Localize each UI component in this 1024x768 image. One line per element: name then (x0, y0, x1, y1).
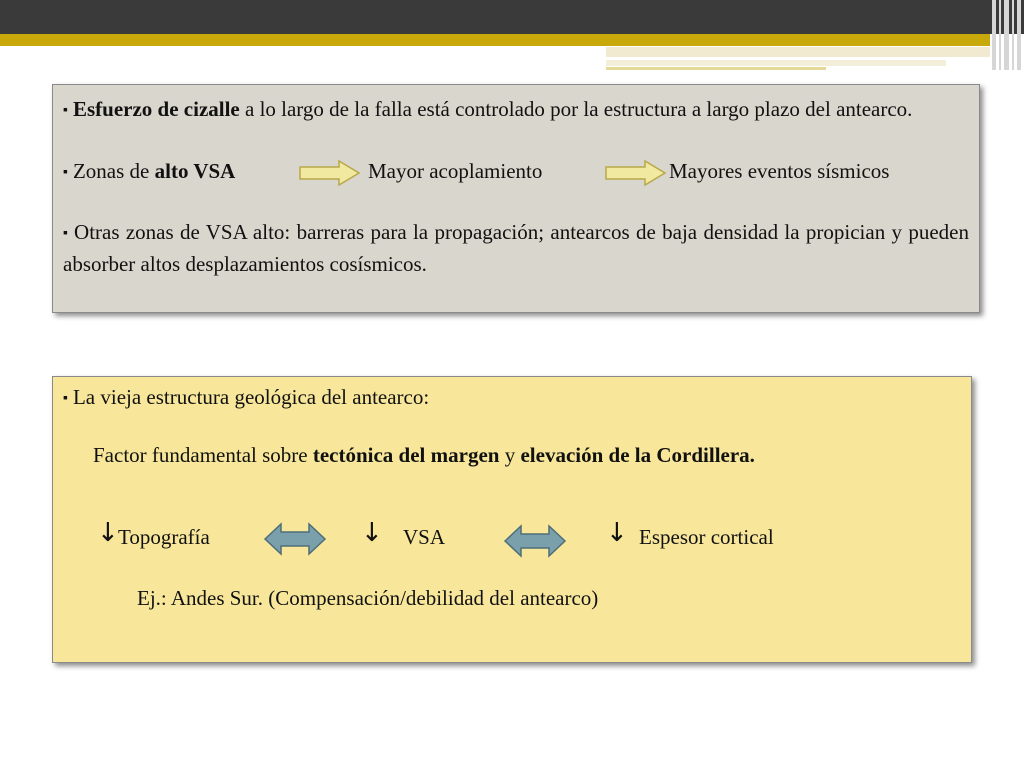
bullet-icon: ▪ (63, 103, 68, 118)
decor-vertical-lines (990, 0, 1024, 70)
right-arrow-icon (299, 160, 361, 186)
down-arrow-icon: ↓ (97, 518, 119, 548)
bullet-icon: ▪ (63, 226, 70, 241)
info-box-1 (52, 84, 980, 313)
info-box-2 (52, 376, 972, 663)
bullet-otras-zonas: ▪ Otras zonas de VSA alto: barreras para la propagación; antearcos de baja densidad la propician y pueden absorber altos desplazamientos cosísmicos. (63, 220, 969, 276)
top-gold-bar (0, 34, 990, 46)
decor-bar-3 (606, 67, 826, 70)
double-arrow-icon (263, 522, 327, 556)
top-dark-bar (0, 0, 1024, 34)
double-arrow-icon (503, 524, 567, 558)
bullet-vieja-estructura: ▪ La vieja estructura geológica del antearco: (63, 385, 430, 409)
bullet-icon: ▪ (63, 391, 68, 406)
decor-bar-2 (606, 60, 946, 66)
down-arrow-icon: ↓ (361, 518, 383, 548)
factor-fundamental: Factor fundamental sobre tectónica del margen y elevación de la Cordillera. (93, 443, 755, 467)
bullet-icon: ▪ (63, 165, 68, 180)
down-arrow-icon: ↓ (606, 518, 628, 548)
decor-bar-1 (606, 47, 990, 57)
example-line: Ej.: Andes Sur. (Compensación/debilidad del antearco) (137, 586, 599, 610)
relation-row: ↓ Topografía ↓ VSA ↓ Espesor cortical (63, 522, 961, 553)
right-arrow-icon (605, 160, 667, 186)
bullet-cizalle: ▪ Esfuerzo de cizalle a lo largo de la falla está controlado por la estructura a largo plazo del antearco. (63, 97, 913, 121)
bullet-zonas-vsa: ▪ Zonas de alto VSA Mayor acoplamiento Mayores eventos sísmicos (63, 156, 969, 187)
